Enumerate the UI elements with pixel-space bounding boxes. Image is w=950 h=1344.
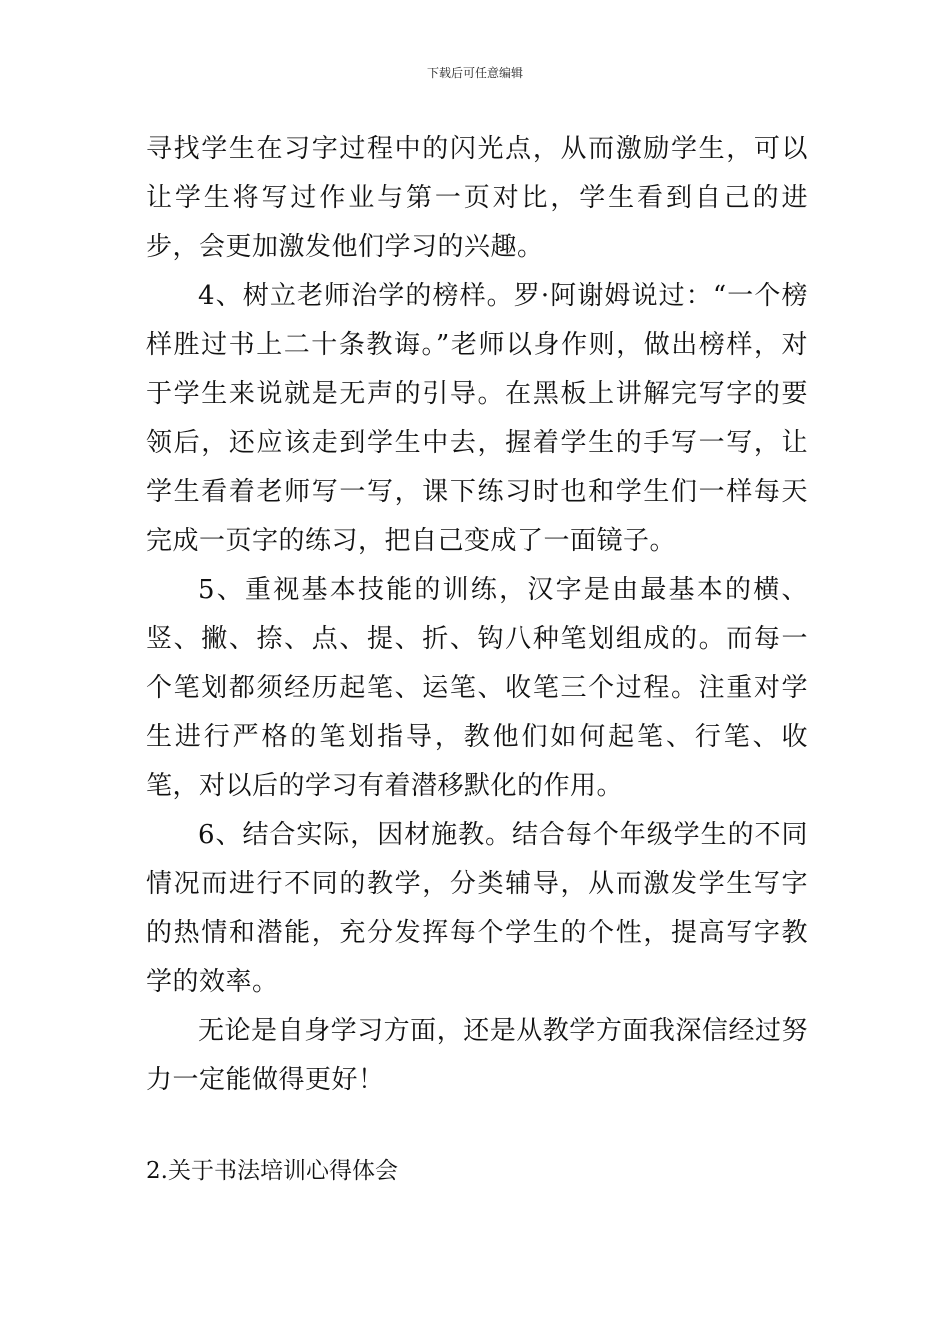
document-body	[146, 125, 808, 1196]
paragraph-tailored-teaching: 6、结合实际，因材施教。结合每个年级学生的不同情况而进行不同的教学，分类辅导，从而激发学生写字的热情和潜能，充分发挥每个学生的个性，提高写字教学的效率。	[146, 820, 808, 997]
paragraph-conclusion: 无论是自身学习方面，还是从教学方面我深信经过努力一定能做得更好！	[146, 1016, 808, 1095]
paragraph-basic-skills: 5、重视基本技能的训练，汉字是由最基本的横、竖、撇、捺、点、提、折、钩八种笔划组成的。而每一个笔划都须经历起笔、运笔、收笔三个过程。注重对学生进行严格的笔划指导，教他们如何起笔、行笔、收笔，对以后的学习有着潜移默化的作用。	[146, 575, 808, 801]
paragraph-role-model: 4、树立老师治学的榜样。罗·阿谢姆说过：“一个榜样胜过书上二十条教诲。”老师以身作则，做出榜样，对于学生来说就是无声的引导。在黑板上讲解完写字的要领后，还应该走到学生中去，握着学生的手写一写，让学生看着老师写一写，课下练习时也和学生们一样每天完成一页字的练习，把自己变成了一面镜子。	[146, 281, 808, 556]
page-header: 下载后可任意编辑	[426, 66, 523, 80]
paragraph-continuation: 寻找学生在习字过程中的闪光点，从而激励学生，可以让学生将写过作业与第一页对比，学生看到自己的进步，会更加激发他们学习的兴趣。	[146, 134, 808, 262]
section-heading: 2.关于书法培训心得体会	[146, 1158, 398, 1184]
